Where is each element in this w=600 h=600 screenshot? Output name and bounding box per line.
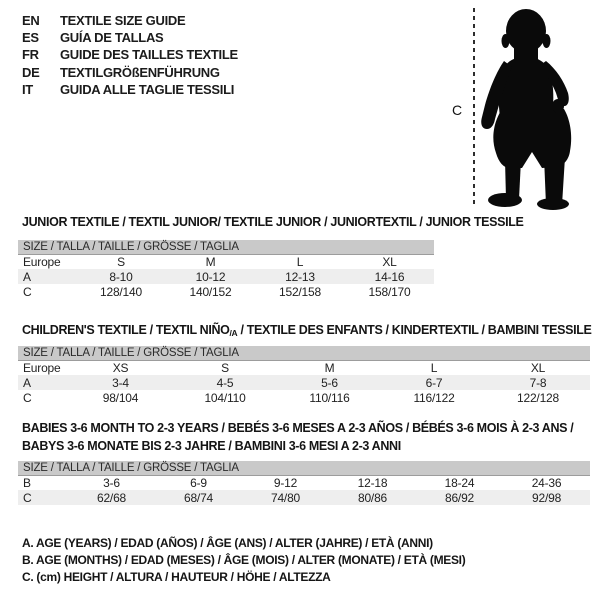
cell: 152/158 xyxy=(279,284,321,299)
children-heading-sub: /A xyxy=(229,328,238,338)
lang-code: ES xyxy=(22,30,39,46)
lang-code: FR xyxy=(22,47,39,63)
height-c-label: C xyxy=(452,102,462,118)
cell: 3-4 xyxy=(68,375,173,390)
cell: 80/86 xyxy=(329,490,416,505)
lang-code: EN xyxy=(22,13,40,28)
lang-row-it xyxy=(22,81,238,98)
legend-notes xyxy=(22,535,465,587)
size-header-label: SIZE / TALLA / TAILLE / GRÖSSE / TAGLIA xyxy=(18,240,434,254)
children-size-table xyxy=(18,346,590,405)
table-row-height xyxy=(18,390,590,405)
cell: 6-9 xyxy=(190,475,207,490)
lang-title: TEXTILE SIZE GUIDE xyxy=(60,13,186,28)
cell: 62/68 xyxy=(68,490,155,505)
cell: 116/122 xyxy=(413,390,455,405)
cell: XL xyxy=(530,360,546,375)
cell: 158/170 xyxy=(368,284,411,299)
children-heading-post: / TEXTILE DES ENFANTS / KINDERTEXTIL / BAMBINI TESSILE xyxy=(237,323,592,337)
note-age-years: A. AGE (YEARS) / EDAD (AÑOS) / ÂGE (ANS) / ALTER (JAHRE) / ETÀ (ANNI) xyxy=(22,536,433,550)
note-age-months: B. AGE (MONTHS) / EDAD (MESES) / ÂGE (MOIS) / ALTER (MONATE) / ETÀ (MESI) xyxy=(22,553,466,568)
cell: M xyxy=(205,254,216,269)
cell: 12-18 xyxy=(357,475,388,490)
cell: 104/110 xyxy=(204,390,246,405)
table-row-height xyxy=(18,284,434,299)
row-label: C xyxy=(23,390,32,405)
babies-heading-line2: BABYS 3-6 MONATE BIS 2-3 JAHRE / BAMBINI 3-6 MESI A 2-3 ANNI xyxy=(22,438,401,453)
table-row-europe xyxy=(18,360,590,375)
cell: XL xyxy=(382,254,397,269)
cell: 18-24 xyxy=(444,475,475,490)
lang-row-es xyxy=(22,29,238,46)
children-heading-pre: CHILDREN'S TEXTILE / TEXTIL NIÑO xyxy=(22,323,230,337)
junior-size-table xyxy=(18,240,434,299)
lang-title: TEXTILGRÖßENFÜHRUNG xyxy=(60,64,220,80)
cell: 4-5 xyxy=(173,375,277,390)
junior-section-heading xyxy=(22,214,523,232)
lang-title: GUIDE DES TAILLES TEXTILE xyxy=(60,47,238,63)
cell: M xyxy=(324,360,335,375)
cell: 5-6 xyxy=(277,375,382,390)
lang-code: IT xyxy=(22,81,33,97)
table-row-age xyxy=(18,375,590,390)
cell: 86/92 xyxy=(416,490,503,505)
cell: 140/152 xyxy=(189,284,232,299)
cell: XS xyxy=(112,360,129,375)
babies-section-heading xyxy=(22,420,573,455)
cell: 110/116 xyxy=(309,390,350,405)
size-header-bar xyxy=(18,346,590,360)
lang-title: GUÍA DE TALLAS xyxy=(60,30,164,46)
junior-heading-text: JUNIOR TEXTILE / TEXTIL JUNIOR/ TEXTILE JUNIOR / JUNIORTEXTIL / JUNIOR TESSILE xyxy=(22,215,524,229)
cell: L xyxy=(430,360,438,375)
table-row-height xyxy=(18,490,590,505)
cell: 92/98 xyxy=(503,490,590,505)
size-header-bar xyxy=(18,240,434,254)
babies-size-table xyxy=(18,461,590,505)
cell: S xyxy=(221,360,229,375)
note-height: C. (cm) HEIGHT / ALTURA / HAUTEUR / HÖHE / ALTEZZA xyxy=(22,570,331,585)
row-label: C xyxy=(23,284,32,299)
cell: 6-7 xyxy=(382,375,486,390)
cell: 10-12 xyxy=(166,269,255,284)
size-header-label: SIZE / TALLA / TAILLE / GRÖSSE / TAGLIA xyxy=(18,461,590,475)
cell: 24-36 xyxy=(531,475,562,490)
row-label: Europe xyxy=(23,360,61,375)
table-row-age-months xyxy=(18,475,590,490)
children-section-heading xyxy=(22,322,592,343)
size-header-label: SIZE / TALLA / TAILLE / GRÖSSE / TAGLIA xyxy=(18,346,590,360)
toddler-silhouette-icon xyxy=(478,5,582,211)
cell: L xyxy=(296,254,304,269)
cell: 8-10 xyxy=(76,269,166,284)
cell: 74/80 xyxy=(242,490,329,505)
lang-row-en xyxy=(22,12,238,29)
height-dashed-line xyxy=(473,8,475,206)
row-label: Europe xyxy=(23,254,61,269)
cell: 12-13 xyxy=(255,269,345,284)
cell: 3-6 xyxy=(103,475,120,490)
cell: 68/74 xyxy=(155,490,242,505)
lang-title: GUIDA ALLE TAGLIE TESSILI xyxy=(60,81,235,97)
lang-row-de xyxy=(22,64,238,81)
cell: S xyxy=(117,254,125,269)
cell: 98/104 xyxy=(102,390,139,405)
table-row-europe xyxy=(18,254,434,269)
lang-code: DE xyxy=(22,64,40,80)
row-label: A xyxy=(18,375,68,390)
lang-row-fr xyxy=(22,46,238,63)
language-title-list xyxy=(22,12,238,98)
height-measure-figure xyxy=(440,0,600,215)
cell: 9-12 xyxy=(273,475,298,490)
cell: 122/128 xyxy=(517,390,559,405)
babies-heading-line1: BABIES 3-6 MONTH TO 2-3 YEARS / BEBÉS 3-6 MESES A 2-3 AÑOS / BÉBÉS 3-6 MOIS À 2-3 ANS / xyxy=(22,421,574,435)
row-label: A xyxy=(18,269,76,284)
cell: 128/140 xyxy=(100,284,142,299)
size-header-bar xyxy=(18,461,590,475)
table-row-age xyxy=(18,269,434,284)
row-label: C xyxy=(18,490,68,505)
cell: 7-8 xyxy=(486,375,590,390)
row-label: B xyxy=(23,475,31,490)
cell: 14-16 xyxy=(345,269,434,284)
